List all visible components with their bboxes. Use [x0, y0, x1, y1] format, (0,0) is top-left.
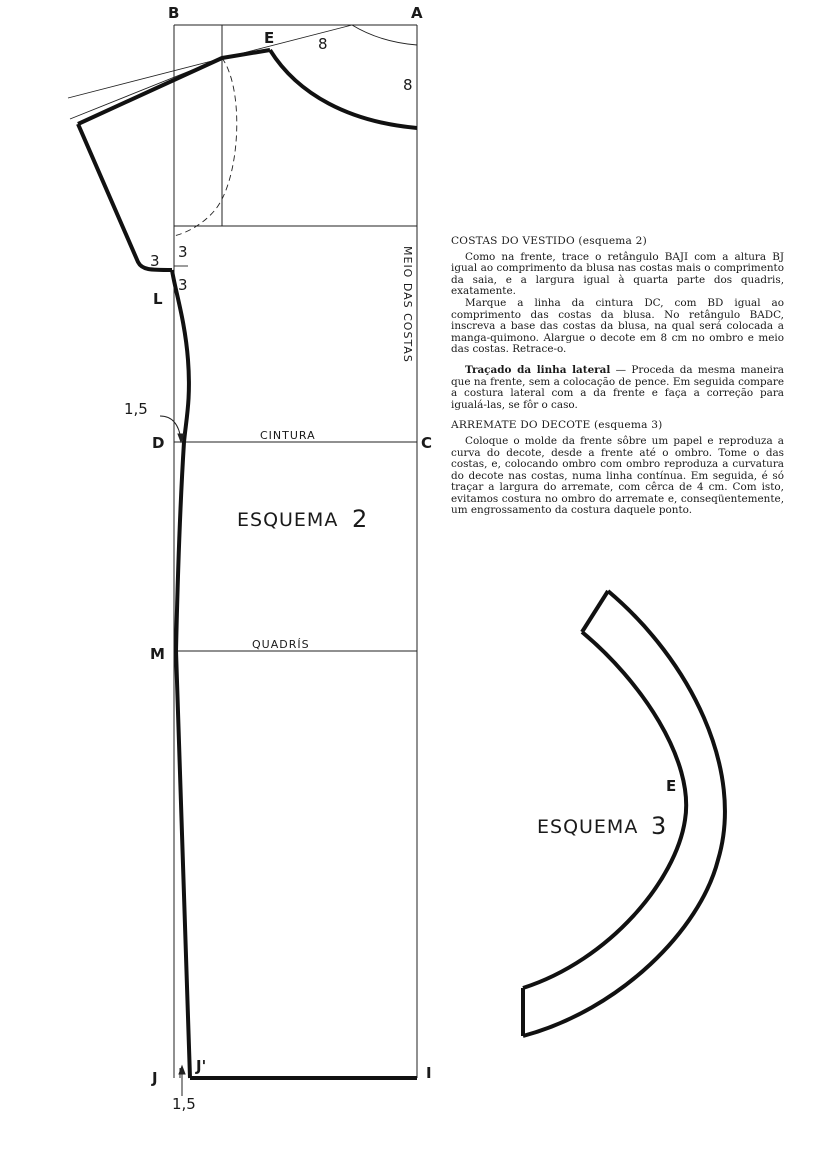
esquema2-frame	[174, 25, 417, 1078]
quadris-label: QUADRÍS	[252, 638, 310, 651]
esquema3-number: 3	[651, 812, 667, 840]
esquema2-number: 2	[352, 505, 368, 533]
esquema3-facing	[523, 591, 725, 1036]
heading-arremate: ARREMATE DO DECOTE (esquema 3)	[451, 419, 663, 432]
point-L: L	[153, 290, 163, 308]
point-I: I	[426, 1064, 432, 1082]
measure-top-8: 8	[318, 35, 328, 53]
heading-costas: COSTAS DO VESTIDO (esquema 2)	[451, 235, 647, 247]
measure-side-8: 8	[403, 76, 413, 94]
point-A: A	[411, 4, 423, 22]
paragraph-4: Coloque o molde da frente sôbre um papel e reproduza a curva do decote, desde a frente até o ombro. Tome o das costas, e, colocando ombro com ombro reproduza a curvatura do decote nas costas, numa linha contínua. Em seguida, é só traçar a largura do arremate, com cêrca de 4 cm. Com isto, evitamos costura no ombro do arremate e, conseqüentemente, um engrossamento da costura daquele ponto.	[451, 434, 784, 517]
point-B: B	[168, 4, 180, 22]
paragraph-1: Como na frente, trace o retângulo BAJI com a altura BJ igual ao comprimento da blusa nas costas mais o comprimento da saia, e a largura igual à quarta parte dos quadris, exatamente.	[451, 250, 784, 298]
point-C: C	[421, 434, 433, 452]
paragraph-3-text: — Proceda da mesma maneira que na frente, sem a colocação de pence. Em seguida compare a costura lateral com a da frente e faça a correção para igualá-las, se fôr o caso.	[451, 363, 784, 411]
back-pattern-outline	[78, 50, 417, 1078]
heading-linha-lateral: Traçado da linha lateral	[465, 363, 611, 376]
esquema3-word: ESQUEMA	[537, 816, 639, 838]
paragraph-3	[451, 365, 784, 411]
esquema2-word: ESQUEMA	[237, 509, 339, 531]
measure-1-5-bottom: 1,5	[172, 1095, 196, 1113]
construction-lines	[68, 25, 417, 266]
point-E: E	[264, 29, 275, 47]
point-J: J	[152, 1069, 158, 1087]
instructions-text	[451, 236, 784, 517]
point-J-prime: J'	[196, 1057, 207, 1075]
point-D: D	[152, 434, 165, 452]
measure-3-b: 3	[150, 252, 160, 270]
paragraph-2: Marque a linha da cintura DC, com BD igual ao comprimento das costas da blusa. No retângulo BADC, inscreva a base das costas da blusa, na qual será colocada a manga-quimono. Alargue o decote em 8 cm no ombro e meio das costas. Retrace-o.	[451, 296, 784, 356]
measure-1-5-top: 1,5	[124, 400, 148, 418]
measure-3-c: 3	[178, 276, 188, 294]
point-M: M	[150, 645, 165, 663]
measure-3-a: 3	[178, 243, 188, 261]
meio-das-costas-label: MEIO DAS COSTAS	[401, 246, 414, 363]
cintura-label: CINTURA	[260, 429, 316, 442]
esquema3-point-E: E	[666, 777, 677, 795]
